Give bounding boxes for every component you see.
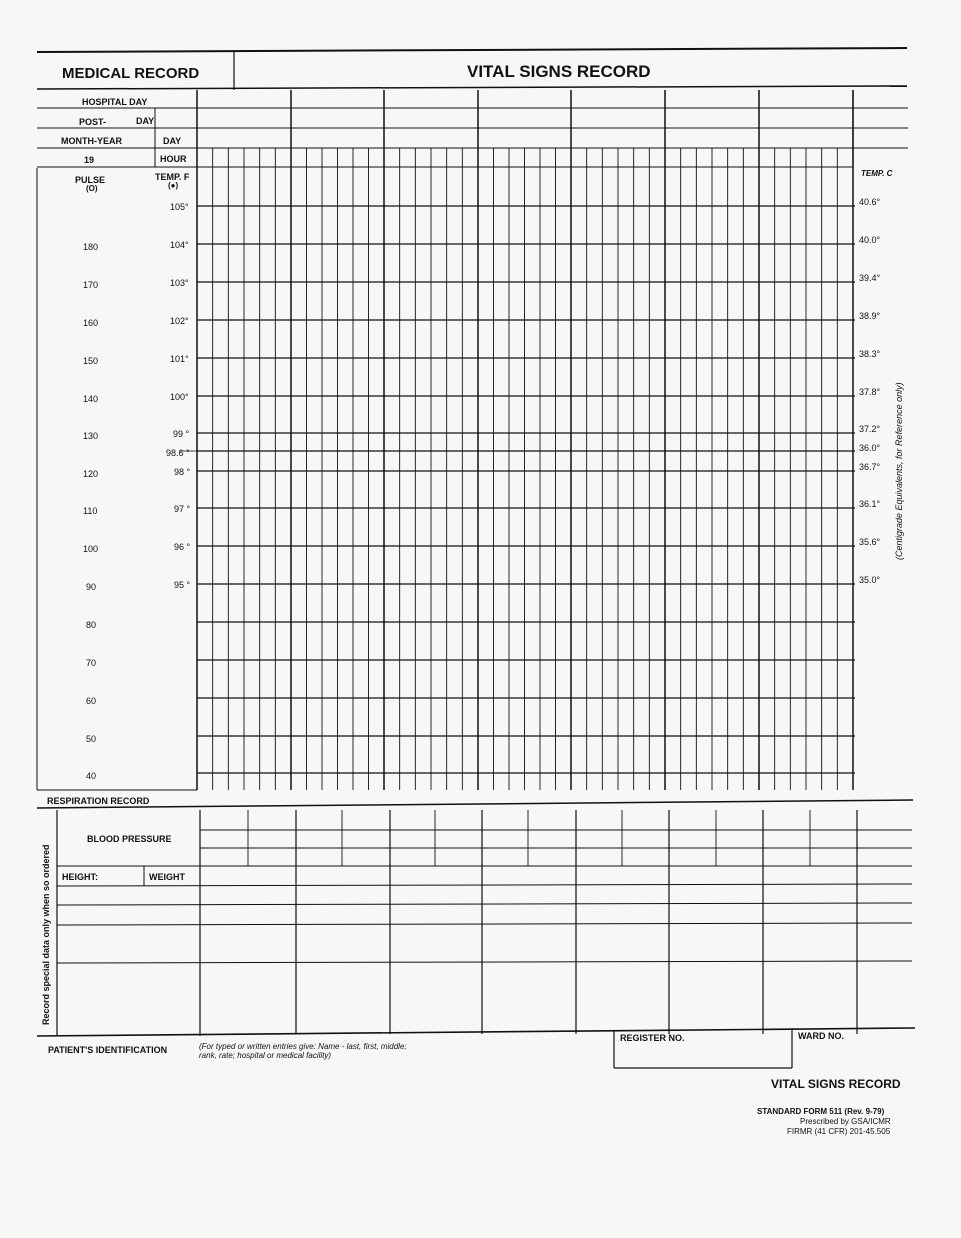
temp-c-value: 38.3° <box>859 349 881 359</box>
special-data-line <box>57 961 912 963</box>
respiration-bottom-line <box>37 800 913 808</box>
footer-top-line <box>37 1028 915 1036</box>
year-prefix: 19 <box>84 155 95 165</box>
temp-c-value: 37.2° <box>859 424 881 434</box>
temp-f-value: 97 ° <box>174 504 191 514</box>
pulse-value: 80 <box>86 620 97 630</box>
hour-label: HOUR <box>160 154 187 164</box>
day-label: DAY <box>163 136 182 146</box>
height-label: HEIGHT: <box>62 872 98 882</box>
pulse-value: 130 <box>83 431 99 441</box>
patient-id-instructions: rank, rate; hospital or medical facility) <box>199 1051 332 1060</box>
pulse-value: 50 <box>86 734 97 744</box>
patient-id-instructions: (For typed or written entries give: Name - last, first, middle; <box>199 1042 407 1051</box>
pulse-value: 150 <box>83 356 99 366</box>
temp-c-value: 35.6° <box>859 537 881 547</box>
footer-form-title: VITAL SIGNS RECORD <box>771 1077 901 1091</box>
height-weight-line <box>57 884 912 886</box>
patient-id-label: PATIENT'S IDENTIFICATION <box>48 1045 168 1055</box>
pulse-value: 90 <box>86 582 97 592</box>
register-no-field[interactable]: REGISTER NO. <box>620 1033 685 1043</box>
temp-c-value: 38.9° <box>859 311 881 321</box>
temp-f-value: 95 ° <box>174 580 191 590</box>
temp-f-value: 105° <box>170 202 189 212</box>
temp-f-symbol: (●) <box>168 181 179 190</box>
temp-f-value: 98.6 ° <box>166 448 190 458</box>
blood-pressure-label: BLOOD PRESSURE <box>87 834 172 844</box>
header-bottom-line <box>37 86 907 89</box>
temp-f-value: 98 ° <box>174 467 191 477</box>
temp-f-value: 99 ° <box>173 429 190 439</box>
temp-c-value: 35.0° <box>859 575 881 585</box>
special-data-line <box>57 923 912 925</box>
firmr-reference: FIRMR (41 CFR) 201-45.505 <box>787 1127 891 1136</box>
temp-c-value: 36.0° <box>859 443 881 453</box>
centigrade-note: (Centigrade Equivalents, for Reference only) <box>894 382 904 560</box>
month-year-label: MONTH-YEAR <box>61 136 122 146</box>
form-number: STANDARD FORM 511 (Rev. 9-79) <box>757 1107 885 1116</box>
temp-c-header: TEMP. C <box>861 169 893 178</box>
special-data-note: Record special data only when so ordered <box>41 844 51 1025</box>
temp-f-header: TEMP. F <box>155 172 190 182</box>
respiration-label: RESPIRATION RECORD <box>47 796 150 806</box>
pulse-value: 100 <box>83 544 99 554</box>
temp-f-value: 102° <box>170 316 189 326</box>
temp-f-value: 96 ° <box>174 542 191 552</box>
temp-c-value: 37.8° <box>859 387 881 397</box>
special-data-line <box>57 903 912 905</box>
pulse-header: PULSE <box>75 175 106 185</box>
temp-c-value: 36.1° <box>859 499 881 509</box>
temp-f-value: 101° <box>170 354 189 364</box>
pulse-symbol: (O) <box>86 184 98 193</box>
post-day-label: DAY <box>136 116 155 126</box>
pulse-value: 40 <box>86 771 97 781</box>
temp-c-value: 40.0° <box>859 235 881 245</box>
pulse-value: 140 <box>83 394 99 404</box>
pulse-value: 70 <box>86 658 97 668</box>
pulse-value: 180 <box>83 242 99 252</box>
hospital-day-label: HOSPITAL DAY <box>82 97 148 107</box>
ward-no-field[interactable]: WARD NO. <box>798 1031 844 1041</box>
prescribed-by: Prescribed by GSA/ICMR <box>800 1117 891 1126</box>
temp-f-value: 104° <box>170 240 189 250</box>
pulse-value: 60 <box>86 696 97 706</box>
temp-f-value: 100° <box>170 392 189 402</box>
pulse-value: 170 <box>83 280 99 290</box>
temp-c-value: 40.6° <box>859 197 881 207</box>
pulse-value: 160 <box>83 318 99 328</box>
post-label: POST- <box>79 117 107 127</box>
form-title: VITAL SIGNS RECORD <box>467 62 651 81</box>
pulse-value: 120 <box>83 469 99 479</box>
temp-c-value: 39.4° <box>859 273 881 283</box>
weight-label: WEIGHT <box>149 872 185 882</box>
top-border <box>37 48 907 52</box>
temp-f-value: 103° <box>170 278 189 288</box>
medical-record-label: MEDICAL RECORD <box>62 65 200 82</box>
pulse-value: 110 <box>83 506 98 516</box>
temp-c-value: 36.7° <box>859 462 881 472</box>
